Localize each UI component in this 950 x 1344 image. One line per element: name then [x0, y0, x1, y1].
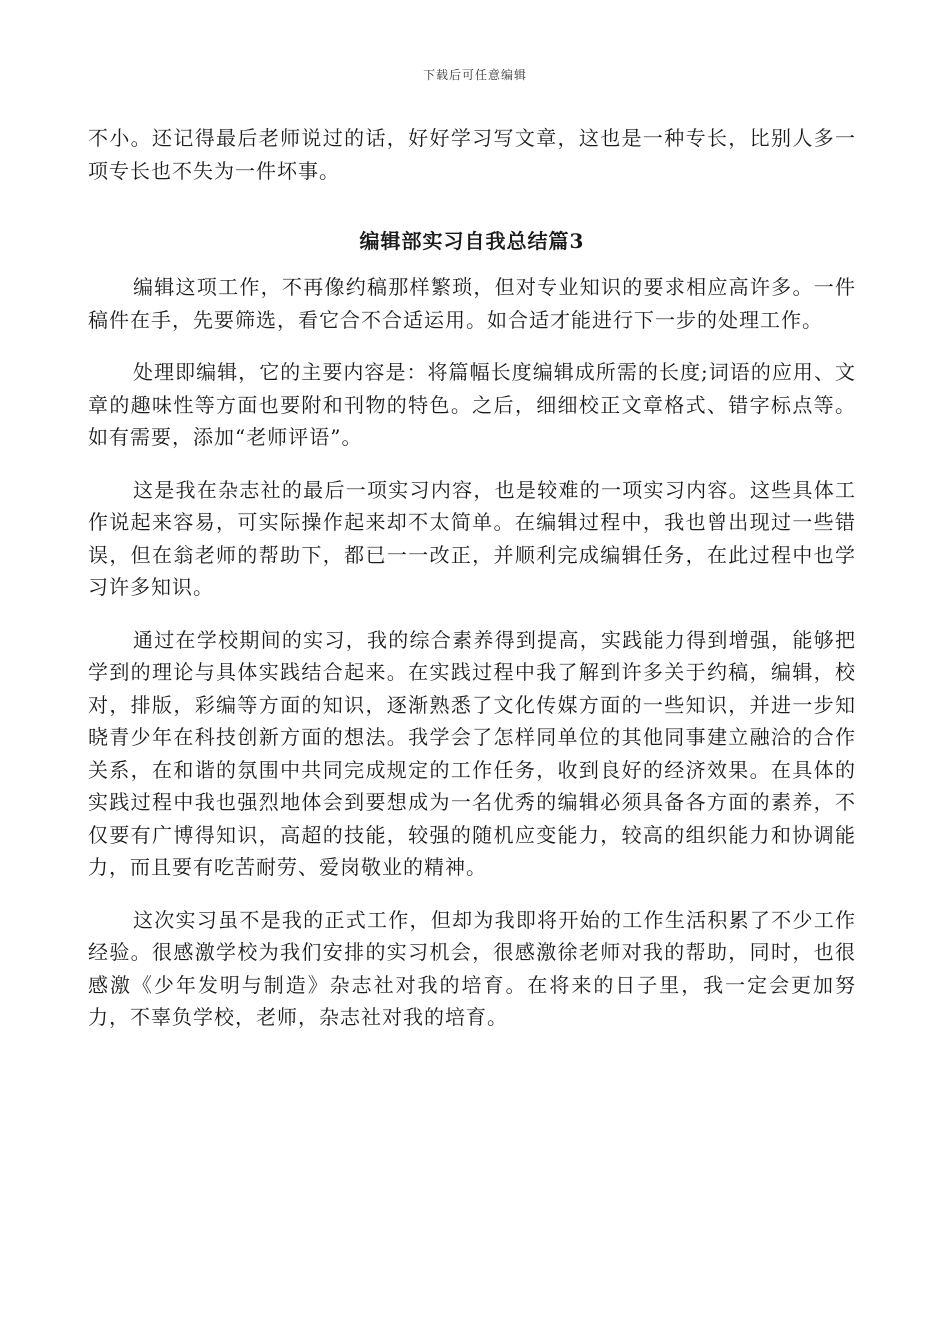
- document-body: [88, 122, 856, 1034]
- page-header-note: 下载后可任意编辑: [422, 68, 527, 82]
- continuation-paragraph: 不小。还记得最后老师说过的话，好好学习写文章，这也是一种专长，比别人多一项专长也不失为一件坏事。: [88, 126, 856, 183]
- paragraph-1: 编辑这项工作，不再像约稿那样繁琐，但对专业知识的要求相应高许多。一件稿件在手，先要筛选，看它合不合适运用。如合适才能进行下一步的处理工作。: [88, 275, 856, 332]
- paragraph-2: 处理即编辑，它的主要内容是：将篇幅长度编辑成所需的长度;词语的应用、文章的趣味性等方面也要附和刊物的特色。之后，细细校正文章格式、错字标点等。如有需要，添加“老师评语”。: [88, 360, 856, 449]
- paragraph-5: 这次实习虽不是我的正式工作，但却为我即将开始的工作生活积累了不少工作经验。很感激学校为我们安排的实习机会，很感激徐老师对我的帮助，同时，也很感激《少年发明与制造》杂志社对我的培育。在将来的日子里，我一定会更加努力，不辜负学校，老师，杂志社对我的培育。: [88, 907, 856, 1029]
- paragraph-4: 通过在学校期间的实习，我的综合素养得到提高，实践能力得到增强，能够把学到的理论与具体实践结合起来。在实践过程中我了解到许多关于约稿，编辑，校对，排版，彩编等方面的知识，逐渐熟悉了文化传媒方面的一些知识，并进一步知晓青少年在科技创新方面的想法。我学会了怎样同单位的其他同事建立融洽的合作关系，在和谐的氛围中共同完成规定的工作任务，收到良好的经济效果。在具体的实践过程中我也强烈地体会到要想成为一名优秀的编辑必须具备各方面的素养，不仅要有广博得知识，高超的技能，较强的随机应变能力，较高的组织能力和协调能力，而且要有吃苦耐劳、爱岗敬业的精神。: [88, 627, 856, 879]
- section-title: 编辑部实习自我总结篇3: [359, 229, 585, 253]
- paragraph-3: 这是我在杂志社的最后一项实习内容，也是较难的一项实习内容。这些具体工作说起来容易，可实际操作起来却不太简单。在编辑过程中，我也曾出现过一些错误，但在翁老师的帮助下，都已一一改正，并顺利完成编辑任务，在此过程中也学习许多知识。: [88, 477, 856, 599]
